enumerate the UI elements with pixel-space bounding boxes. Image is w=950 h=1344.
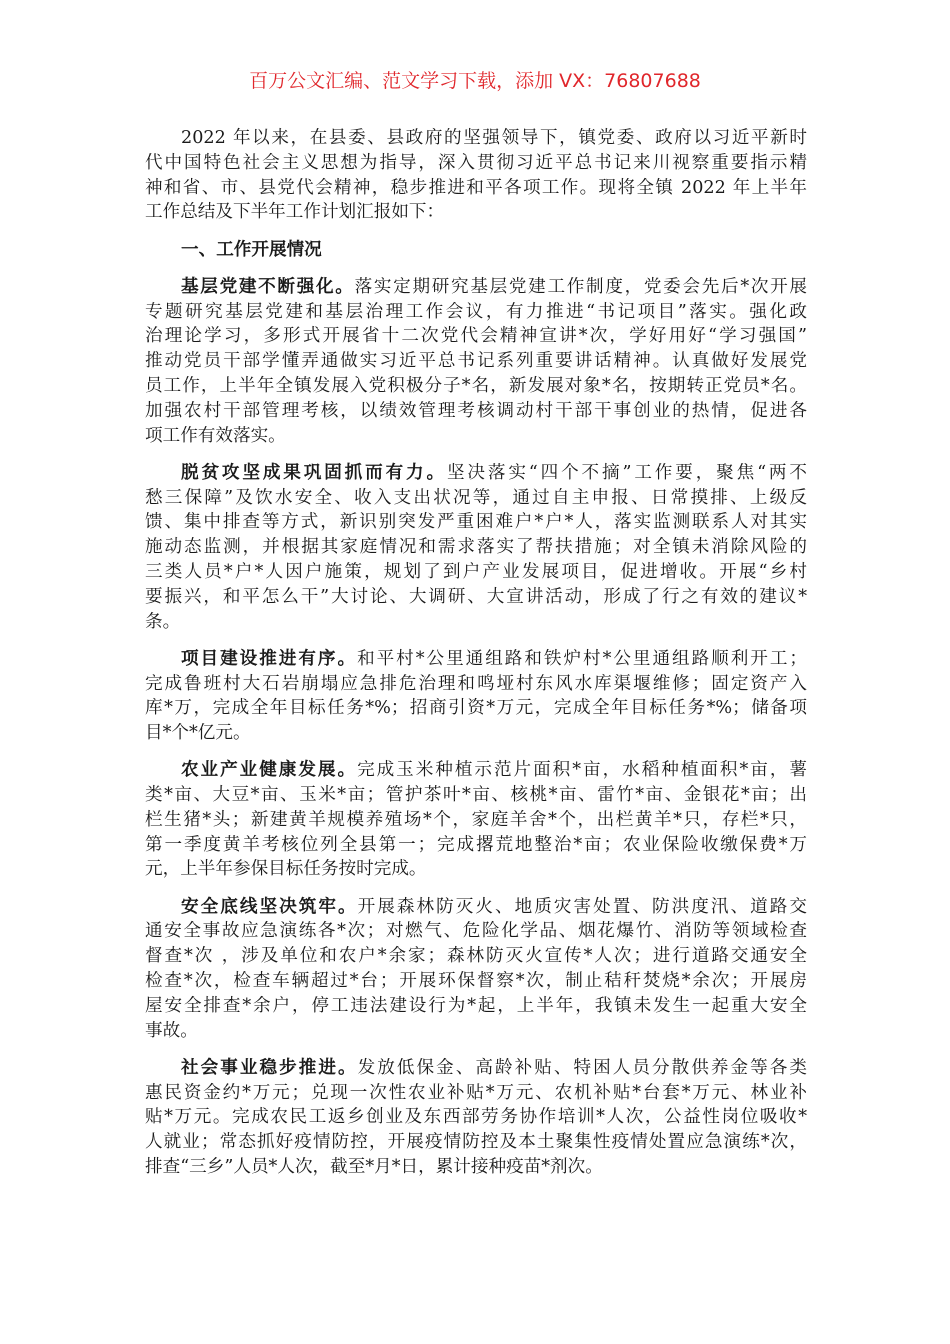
paragraph-lead: 安全底线坚决筑牢。 (181, 896, 358, 917)
text-line: 加强农村干部管理考核，以绩效管理考核调动村干部干事创业的热情，促进各 (145, 400, 807, 421)
text-line: 屋安全排查*余户，停工违法建设行为*起，上半年，我镇未发生一起重大安全 (145, 995, 807, 1016)
text-line: 员工作，上半年全镇发展入党积极分子*名，新发展对象*名，按期转正党员*名。 (145, 375, 807, 396)
text-line: 条。 (145, 611, 181, 632)
body-paragraph (145, 275, 807, 449)
paragraph-text: 坚决落实“四个不摘”工作要，聚焦“两不 (446, 462, 807, 483)
text-line: 第一季度黄羊考核位列全县第一；完成撂荒地整治*亩；农业保险收缴保费*万 (145, 834, 807, 855)
text-line: 栏生猪*头；新建黄羊规模养殖场*个，家庭羊舍*个，出栏黄羊*只，存栏*只， (145, 809, 807, 830)
text-line: 愁三保障”及饮水安全、收入支出状况等，通过自主申报、日常摸排、上级反 (145, 487, 807, 508)
intro-paragraph (145, 126, 807, 225)
text-line (145, 647, 807, 672)
text-line: 推动党员干部学懂弄通做实习近平总书记系列重要讲话精神。认真做好发展党 (145, 351, 807, 372)
text-line (145, 275, 807, 300)
text-line (145, 895, 807, 920)
paragraph-text: 完成玉米种植示范片面积*亩，水稻种植面积*亩，薯 (357, 760, 807, 781)
body-paragraph (145, 647, 807, 746)
text-line: 惠民资金约*万元；兑现一次性农业补贴*万元、农机补贴*台套*万元、林业补 (145, 1082, 807, 1103)
text-line: 三类人员*户*人因户施策，规划了到户产业发展项目，促进增收。开展“乡村 (145, 561, 807, 582)
paragraph-text: 落实定期研究基层党建工作制度，党委会先后*次开展 (354, 276, 807, 297)
body-paragraph (145, 758, 807, 882)
paragraph-lead: 基层党建不断强化。 (181, 276, 355, 297)
text-line: 2022 年以来，在县委、县政府的坚强领导下，镇党委、政府以习近平新时 (181, 128, 807, 148)
body-paragraph (145, 895, 807, 1044)
paragraph-lead: 项目建设推进有序。 (181, 648, 358, 669)
text-line: 督查*次 ，涉及单位和农户*余家；森林防灭火宣传*人次；进行道路交通安全 (145, 946, 807, 967)
text-line: 排查“三乡”人员*人次，截至*月*日，累计接种疫苗*剂次。 (145, 1157, 603, 1178)
text-line (145, 758, 807, 783)
text-line: 完成鲁班村大石岩崩塌应急排危治理和鸣垭村东风水库渠堰维修；固定资产入 (145, 673, 807, 694)
text-line: 项工作有效落实。 (145, 425, 286, 446)
paragraph-lead: 社会事业稳步推进。 (181, 1057, 358, 1078)
text-line: 治理论学习，多形式开展省十二次党代会精神宣讲*次，学好用好“学习强国” (145, 326, 807, 347)
text-line: 通安全事故应急演练各*次；对燃气、危险化学品、烟花爆竹、消防等领域检查 (145, 921, 807, 942)
text-line: 人就业；常态抓好疫情防控，开展疫情防控及本土聚集性疫情处置应急演练*次， (145, 1132, 807, 1153)
paragraph-text: 开展森林防灭火、地质灾害处置、防洪度汛、道路交 (357, 896, 807, 917)
document-body (145, 126, 807, 1192)
text-line: 要振兴，和平怎么干”大讨论、大调研、大宣讲活动，形成了行之有效的建议* (145, 586, 807, 607)
text-line: 工作总结及下半年工作计划汇报如下： (145, 202, 445, 223)
paragraph-text: 和平村*公里通组路和铁炉村*公里通组路顺利开工； (357, 648, 807, 669)
watermark-banner: 百万公文汇编、范文学习下载，添加 VX：76807688 (249, 70, 701, 92)
text-line: 专题研究基层党建和基层治理工作会议，有力推进“书记项目”落实。强化政 (145, 301, 807, 322)
body-paragraph (145, 461, 807, 635)
text-line (145, 1056, 807, 1081)
section-heading: 一、工作开展情况 (181, 239, 322, 260)
text-line (145, 461, 807, 486)
text-line: 检查*次，检查车辆超过*台；开展环保督察*次，制止秸秆焚烧*余次；开展房 (145, 971, 807, 992)
text-line: 代中国特色社会主义思想为指导，深入贯彻习近平总书记来川视察重要指示精 (145, 152, 807, 173)
text-line: 贴*万元。完成农民工返乡创业及东西部劳务协作培训*人次，公益性岗位吸收* (145, 1107, 807, 1128)
text-line: 神和省、市、县党代会精神，稳步推进和平各项工作。现将全镇 2022 年上半年 (145, 177, 807, 198)
paragraph-lead: 脱贫攻坚成果巩固抓而有力。 (181, 462, 447, 483)
text-line: 目*个*亿元。 (145, 723, 251, 744)
text-line: 施动态监测，并根据其家庭情况和需求落实了帮扶措施；对全镇未消除风险的 (145, 537, 807, 558)
text-line: 元，上半年参保目标任务按时完成。 (145, 859, 427, 880)
text-line: 事故。 (145, 1020, 198, 1041)
paragraph-lead: 农业产业健康发展。 (181, 760, 358, 781)
text-line: 馈、集中排查等方式，新识别突发严重困难户*户*人，落实监测联系人对其实 (145, 512, 807, 533)
body-paragraph (145, 1056, 807, 1180)
paragraph-text: 发放低保金、高龄补贴、特困人员分散供养金等各类 (357, 1057, 807, 1078)
text-line: 类*亩、大豆*亩、玉米*亩；管护茶叶*亩、核桃*亩、雷竹*亩、金银花*亩；出 (145, 785, 807, 806)
text-line: 库*万，完成全年目标任务*%；招商引资*万元，完成全年目标任务*%；储备项 (145, 698, 807, 719)
